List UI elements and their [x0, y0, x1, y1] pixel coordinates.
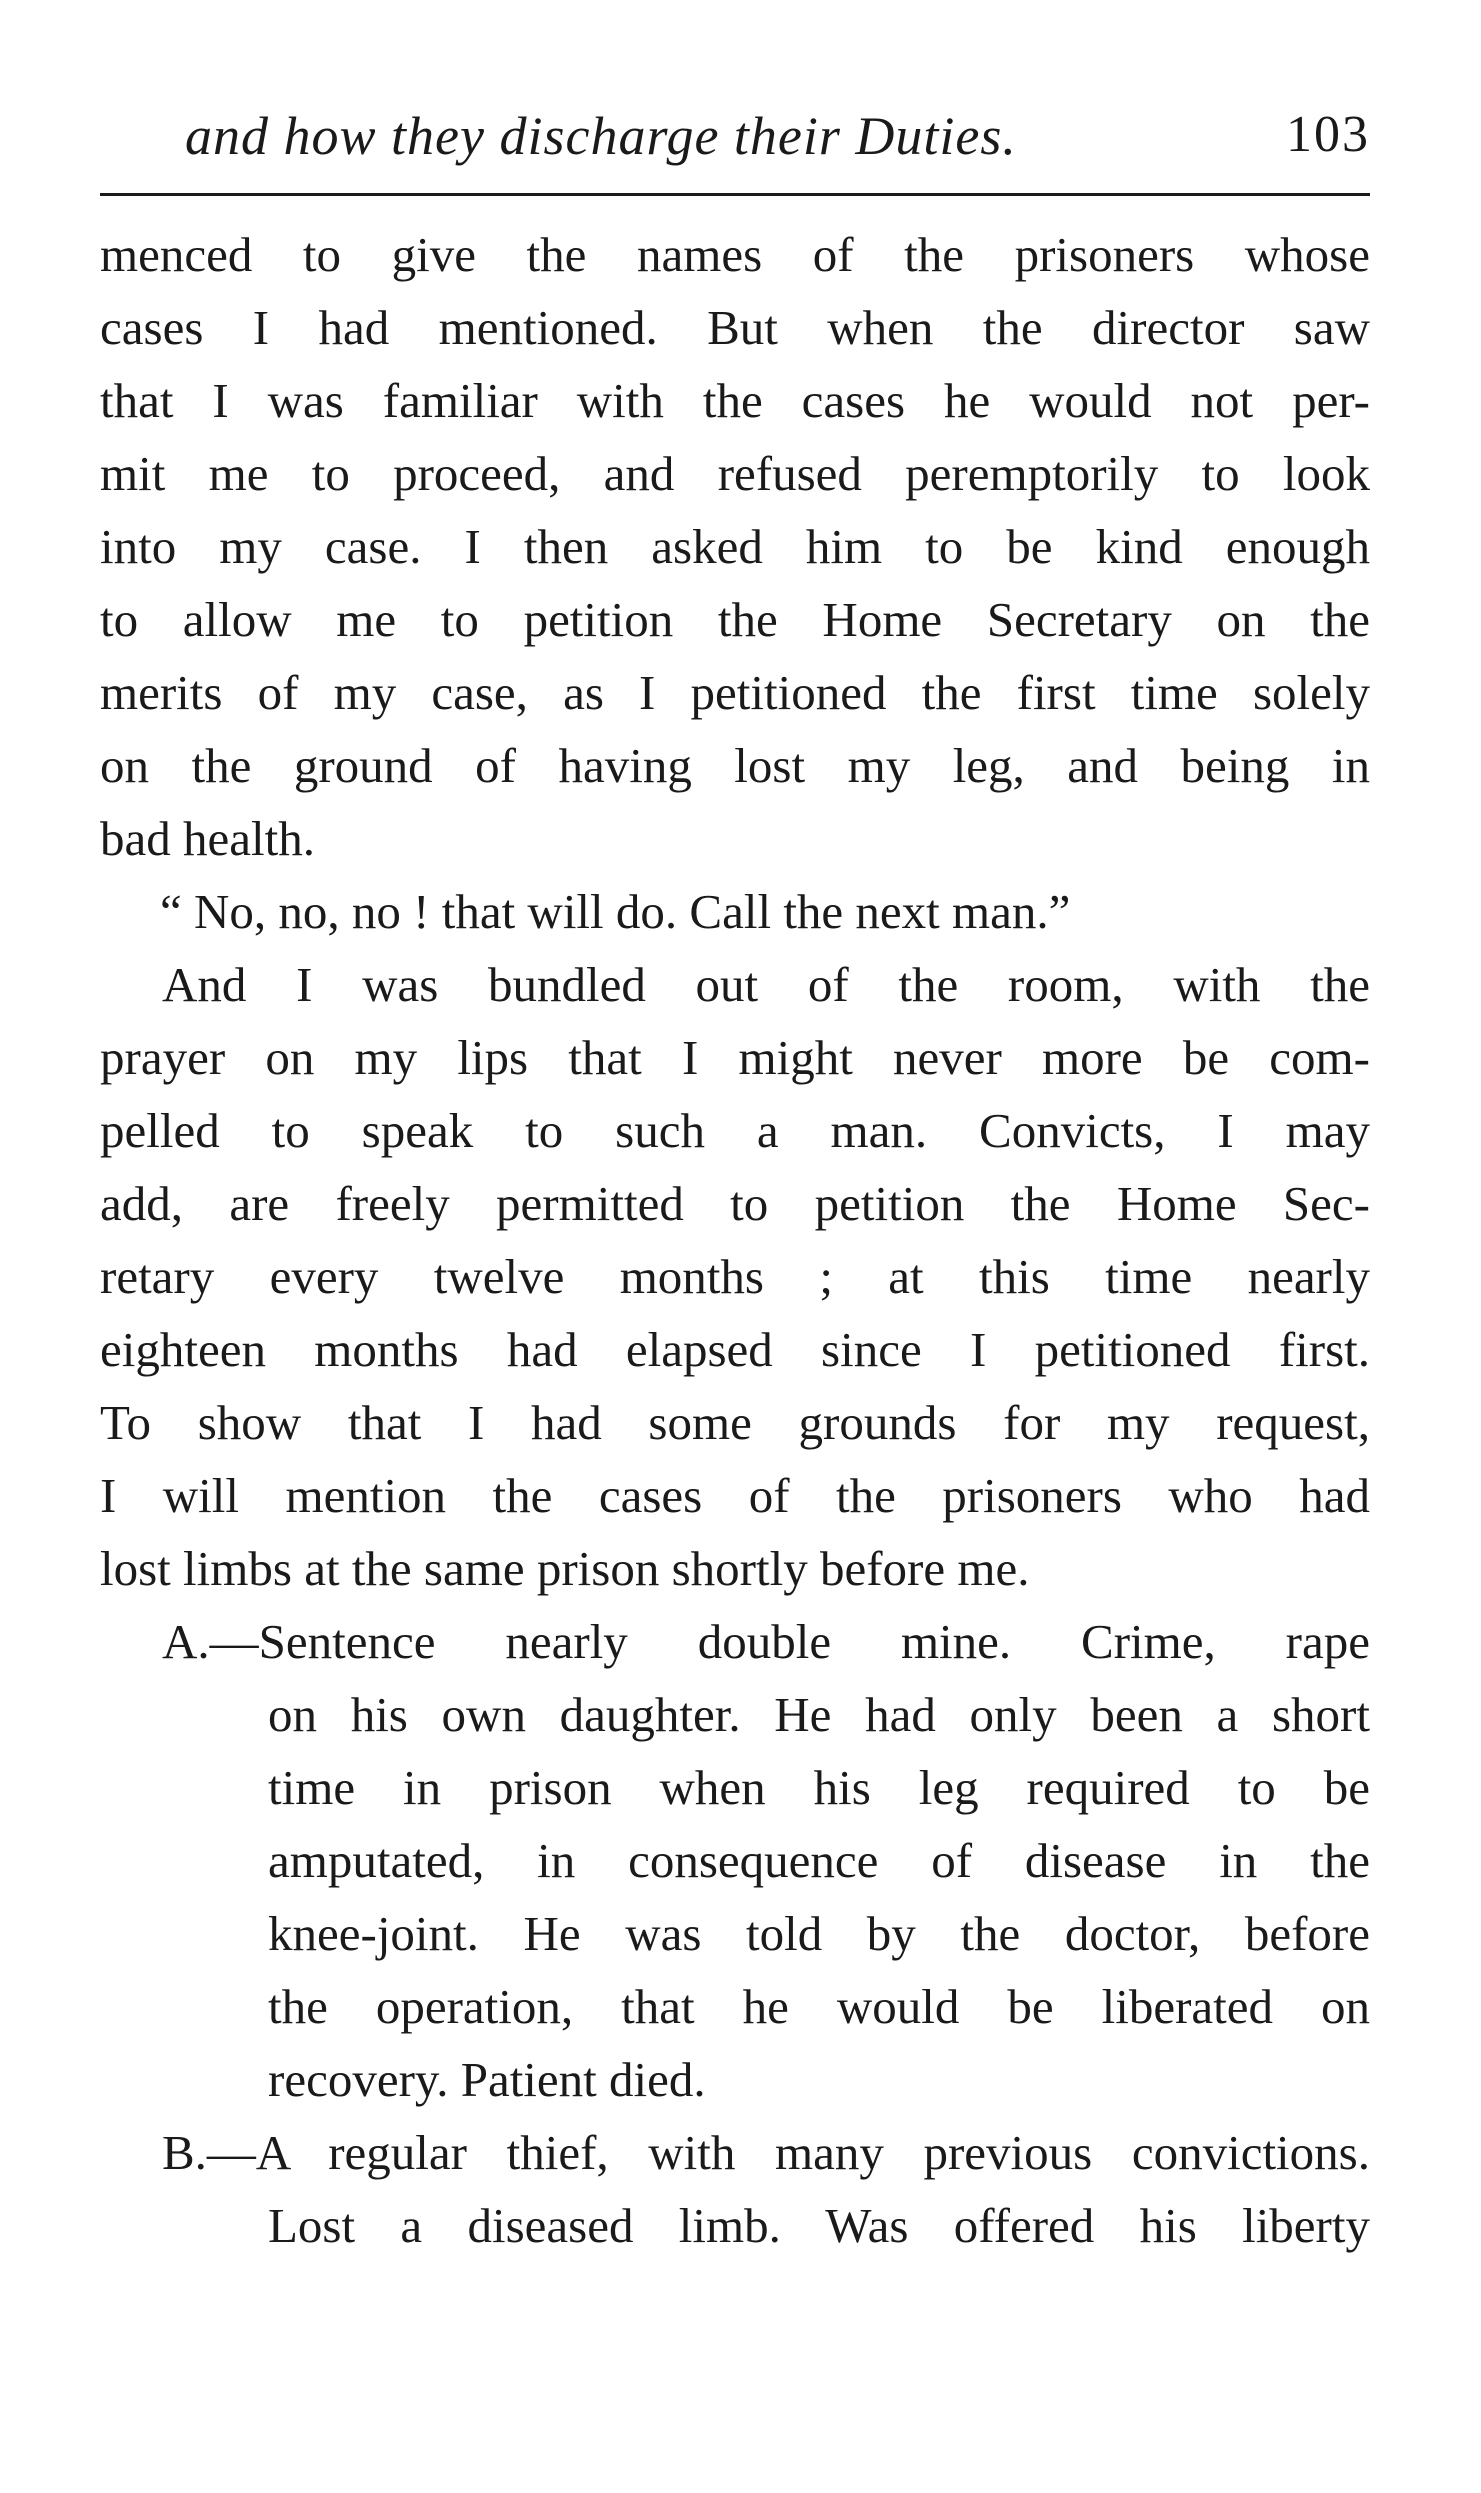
text-line: merits of my case, as I petitioned the first time solely	[100, 665, 1370, 720]
text-line: To show that I had some grounds for my request,	[100, 1395, 1370, 1450]
case-a-line: on his own daughter. He had only been a short	[268, 1687, 1370, 1742]
case-b-line: Lost a diseased limb. Was offered his liberty	[268, 2198, 1370, 2253]
running-head	[100, 105, 1370, 185]
text-line: that I was familiar with the cases he would not per-	[100, 373, 1370, 428]
text-line: lost limbs at the same prison shortly before me.	[100, 1541, 1030, 1596]
case-a-line: A.—Sentence nearly double mine. Crime, rape	[162, 1614, 1370, 1669]
header-rule	[100, 193, 1370, 196]
text-line: into my case. I then asked him to be kind enough	[100, 519, 1370, 574]
case-a-line: knee-joint. He was told by the doctor, before	[268, 1906, 1370, 1961]
text-line: bad health.	[100, 811, 315, 866]
case-a-line: the operation, that he would be liberated on	[268, 1979, 1370, 2034]
body-text	[100, 218, 1370, 2262]
text-line: I will mention the cases of the prisoners who had	[100, 1468, 1370, 1523]
text-line: cases I had mentioned. But when the director saw	[100, 300, 1370, 355]
running-title: and how they discharge their Duties.	[185, 106, 1017, 166]
text-line: menced to give the names of the prisoners whose	[100, 227, 1370, 282]
case-a-line: time in prison when his leg required to be	[268, 1760, 1370, 1815]
text-line: to allow me to petition the Home Secretary on the	[100, 592, 1370, 647]
text-line: on the ground of having lost my leg, and being in	[100, 738, 1370, 793]
case-b-line: B.—A regular thief, with many previous convictions.	[162, 2125, 1370, 2180]
text-line: mit me to proceed, and refused peremptorily to look	[100, 446, 1370, 501]
text-line: prayer on my lips that I might never more be com-	[100, 1030, 1370, 1085]
text-line: “ No, no, no ! that will do. Call the next man.”	[160, 884, 1071, 939]
case-a-line: recovery. Patient died.	[268, 2052, 706, 2107]
text-line: add, are freely permitted to petition the Home Sec-	[100, 1176, 1370, 1231]
text-line: eighteen months had elapsed since I petitioned first.	[100, 1322, 1370, 1377]
page-number: 103	[1286, 106, 1370, 163]
text-line: retary every twelve months ; at this time nearly	[100, 1249, 1370, 1304]
text-line: And I was bundled out of the room, with the	[162, 957, 1370, 1012]
case-a-line: amputated, in consequence of disease in the	[268, 1833, 1370, 1888]
text-line: pelled to speak to such a man. Convicts, I may	[100, 1103, 1370, 1158]
